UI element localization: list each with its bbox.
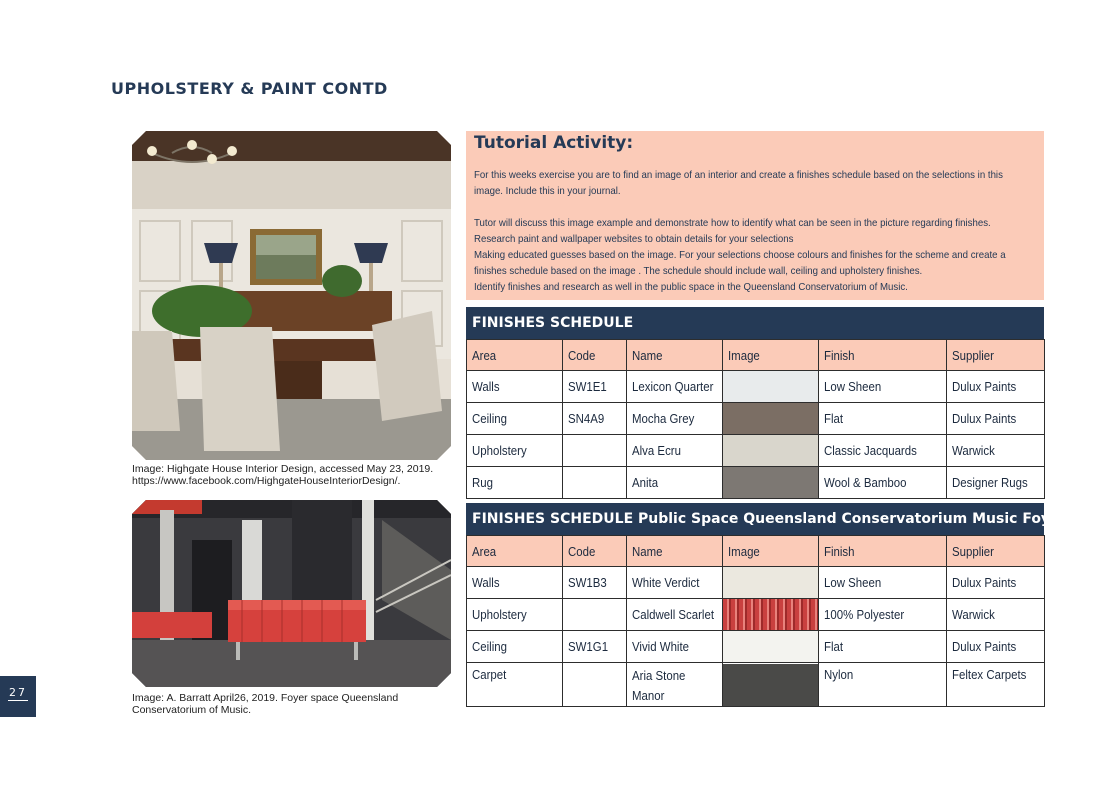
column-header: Finish	[819, 340, 947, 371]
column-header: Image	[723, 536, 819, 567]
tutorial-panel	[466, 131, 1044, 300]
supplier-cell: Warwick	[952, 607, 995, 622]
color-swatch	[723, 599, 818, 630]
name-cell: Lexicon Quarter	[632, 379, 714, 394]
area-cell: Walls	[472, 379, 500, 394]
foyer-photo	[132, 500, 451, 687]
name-cell: Vivid White	[632, 639, 690, 654]
column-header: Area	[467, 340, 563, 371]
table-row	[467, 467, 1045, 499]
page-title: UPHOLSTERY & PAINT CONTD	[111, 79, 388, 98]
finish-cell: Classic Jacquards	[824, 443, 917, 458]
public-space-schedule-table	[466, 535, 1045, 707]
table-header-row	[467, 340, 1045, 371]
swatch-cell	[723, 467, 819, 499]
supplier-cell: Dulux Paints	[952, 411, 1017, 426]
area-cell: Walls	[472, 575, 500, 590]
column-header: Name	[627, 340, 723, 371]
tutorial-body	[474, 167, 1017, 295]
color-swatch	[723, 567, 818, 598]
table-row	[467, 599, 1045, 631]
name-cell: White Verdict	[632, 575, 700, 590]
area-cell: Upholstery	[472, 443, 527, 458]
supplier-cell: Warwick	[952, 443, 995, 458]
page-number-badge	[0, 676, 36, 717]
column-header: Supplier	[947, 340, 1045, 371]
table-row	[467, 663, 1045, 707]
color-swatch	[723, 371, 818, 402]
finish-cell: Low Sheen	[824, 379, 882, 394]
page-number: 27	[9, 686, 27, 699]
foyer-illustration	[132, 500, 451, 687]
color-swatch	[723, 631, 818, 662]
finish-cell: Nylon	[824, 667, 854, 682]
swatch-cell	[723, 371, 819, 403]
column-header: Image	[723, 340, 819, 371]
column-header: Area	[467, 536, 563, 567]
finishes-schedule-table	[466, 339, 1045, 499]
swatch-cell	[723, 631, 819, 663]
swatch-cell	[723, 403, 819, 435]
table-header-row	[467, 536, 1045, 567]
supplier-cell: Dulux Paints	[952, 639, 1017, 654]
column-header: Finish	[819, 536, 947, 567]
dining-room-photo	[132, 131, 451, 460]
column-header: Name	[627, 536, 723, 567]
tutorial-heading: Tutorial Activity:	[474, 133, 634, 153]
code-cell: SW1G1	[568, 639, 609, 654]
finish-cell: Wool & Bamboo	[824, 475, 907, 490]
schedule2-title: FINISHES SCHEDULE Public Space Queensland Conservatorium Music Foyer	[466, 503, 1044, 535]
swatch-cell	[723, 435, 819, 467]
tutorial-paragraph: For this weeks exercise you are to find an image of an interior and create a finishes schedule based on the selections in this image. Include this in your journal.	[474, 169, 1003, 197]
name-cell: Alva Ecru	[632, 443, 681, 458]
dining-room-caption: Image: Highgate House Interior Design, accessed May 23, 2019. https://www.facebook.com/HighgateHouseInteriorDesign/.	[132, 463, 434, 487]
column-header: Supplier	[947, 536, 1045, 567]
swatch-cell	[723, 567, 819, 599]
name-cell: Mocha Grey	[632, 411, 695, 426]
finish-cell: Low Sheen	[824, 575, 882, 590]
supplier-cell: Designer Rugs	[952, 475, 1028, 490]
supplier-cell: Feltex Carpets	[952, 667, 1027, 682]
area-cell: Carpet	[472, 667, 507, 682]
color-swatch	[723, 435, 818, 466]
swatch-cell	[723, 663, 819, 707]
color-swatch	[723, 467, 818, 498]
table-row	[467, 403, 1045, 435]
name-cell: Caldwell Scarlet	[632, 607, 715, 622]
schedule1-title: FINISHES SCHEDULE	[466, 307, 1044, 339]
finish-cell: 100% Polyester	[824, 607, 905, 622]
area-cell: Rug	[472, 475, 493, 490]
color-swatch	[723, 664, 818, 706]
supplier-cell: Dulux Paints	[952, 575, 1017, 590]
code-cell: SN4A9	[568, 411, 605, 426]
tutorial-paragraph: Tutor will discuss this image example and demonstrate how to identify what can be seen in the picture regarding finishes. Research paint and wallpaper websites to obtain details for your selections	[474, 217, 991, 245]
supplier-cell: Dulux Paints	[952, 379, 1017, 394]
area-cell: Ceiling	[472, 639, 507, 654]
code-cell: SW1B3	[568, 575, 607, 590]
table-row	[467, 371, 1045, 403]
column-header: Code	[563, 340, 627, 371]
area-cell: Ceiling	[472, 411, 507, 426]
column-header: Code	[563, 536, 627, 567]
table-row	[467, 567, 1045, 599]
name-cell: Aria Stone Manor	[632, 668, 686, 703]
dining-room-illustration	[132, 131, 451, 460]
finish-cell: Flat	[824, 639, 844, 654]
foyer-caption: Image: A. Barratt April26, 2019. Foyer space Queensland Conservatorium of Music.	[132, 692, 399, 716]
name-cell: Anita	[632, 475, 659, 490]
color-swatch	[723, 403, 818, 434]
code-cell: SW1E1	[568, 379, 607, 394]
swatch-cell	[723, 599, 819, 631]
finish-cell: Flat	[824, 411, 844, 426]
tutorial-paragraph: Identify finishes and research as well in the public space in the Queensland Conservatorium of Music.	[474, 281, 908, 293]
area-cell: Upholstery	[472, 607, 527, 622]
tutorial-paragraph: Making educated guesses based on the image. For your selections choose colours and finishes for the scheme and create a finishes schedule based on the image . The schedule should include wall, ceiling and upholstery finishes.	[474, 249, 1006, 277]
table-row	[467, 631, 1045, 663]
table-row	[467, 435, 1045, 467]
